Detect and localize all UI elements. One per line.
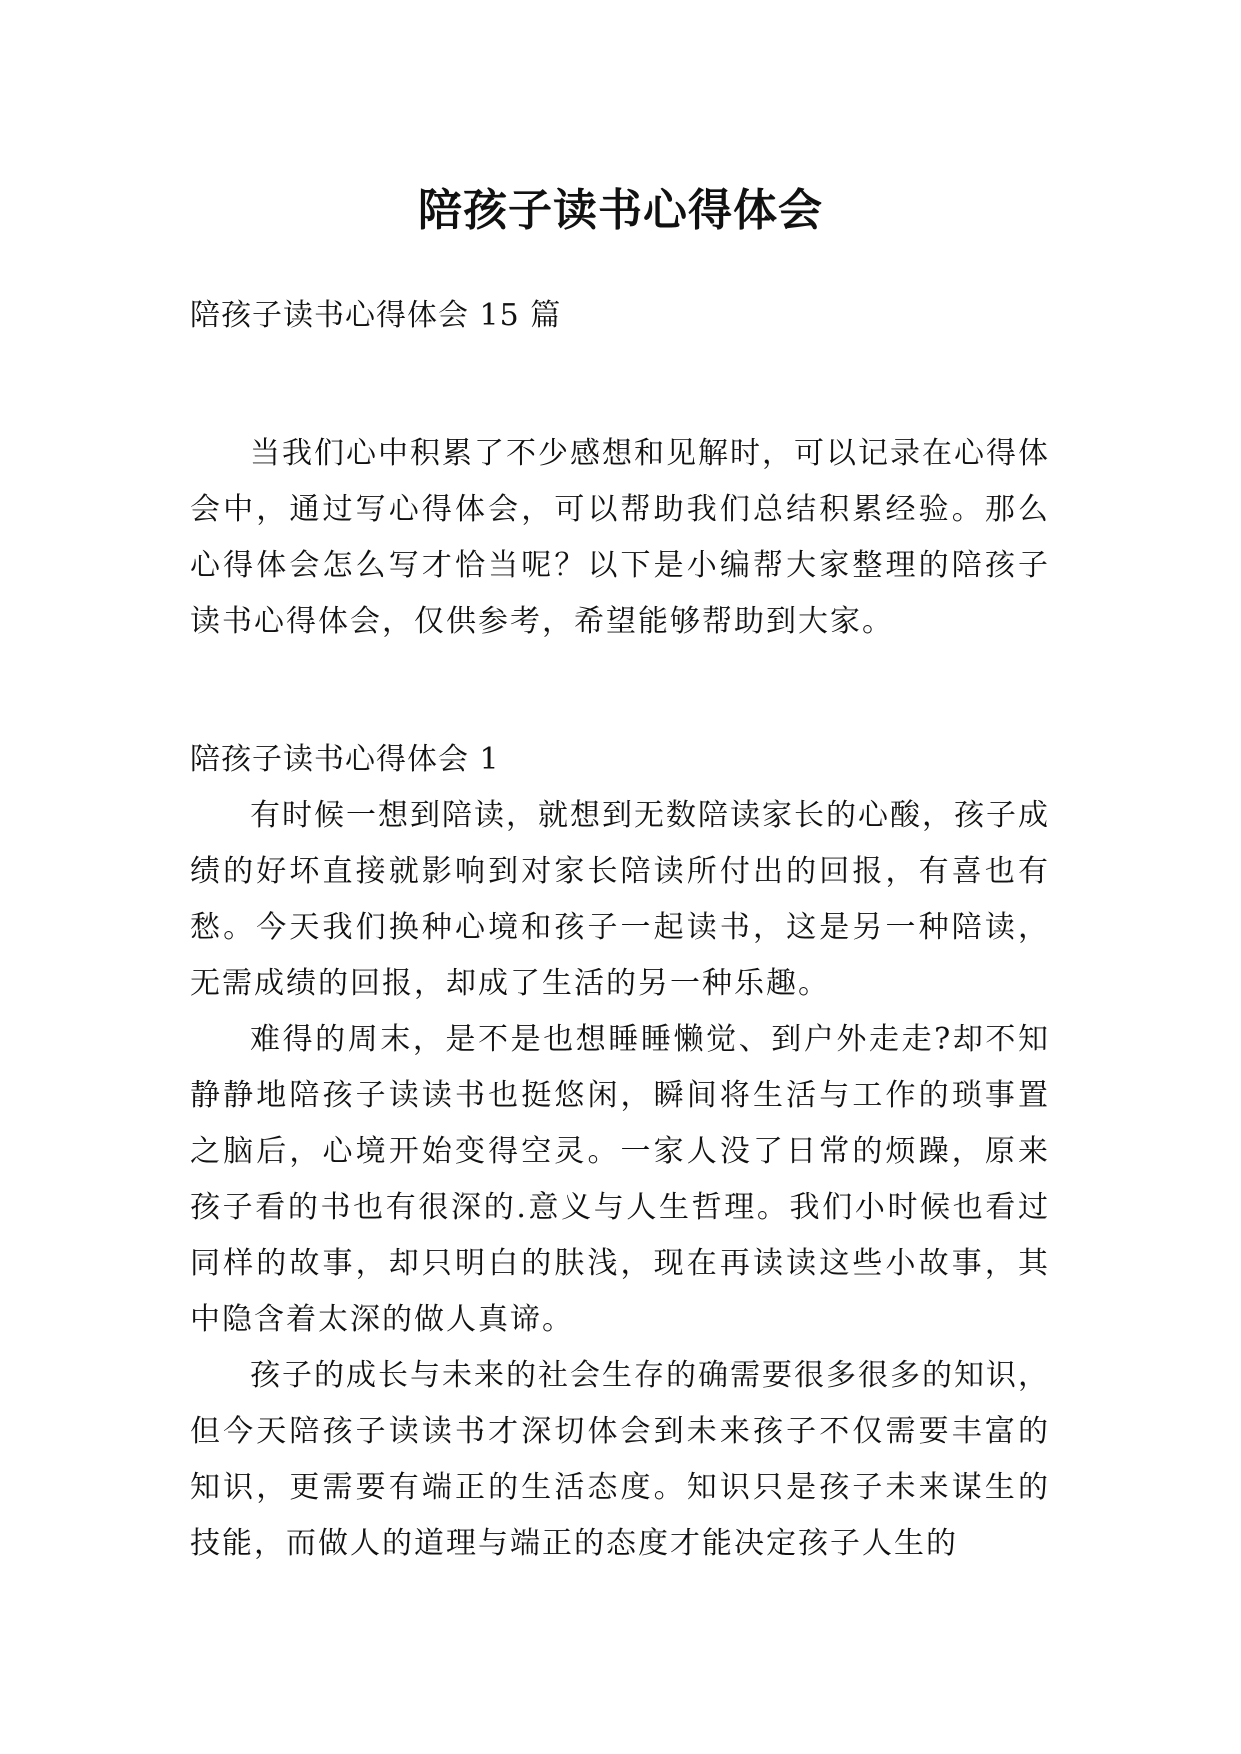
- body-paragraph: 难得的周末，是不是也想睡睡懒觉、到户外走走?却不知静静地陪孩子读读书也挺悠闲，瞬间将生活与工作的琐事置之脑后，心境开始变得空灵。一家人没了日常的烦躁，原来孩子看的书也有很深的.意义与人生哲理。我们小时候也看过同样的故事，却只明白的肤浅，现在再读读这些小故事，其中隐含着太深的做人真谛。: [190, 1022, 1050, 1337]
- body-paragraph: 孩子的成长与未来的社会生存的确需要很多很多的知识，但今天陪孩子读读书才深切体会到未来孩子不仅需要丰富的知识，更需要有端正的生活态度。知识只是孩子未来谋生的技能，而做人的道理与端正的态度才能决定孩子人生的: [190, 1358, 1050, 1561]
- section-heading: 陪孩子读书心得体会 1: [190, 742, 500, 777]
- document-subtitle: 陪孩子读书心得体会 15 篇: [190, 298, 562, 333]
- intro-paragraph: 当我们心中积累了不少感想和见解时，可以记录在心得体会中，通过写心得体会，可以帮助我们总结积累经验。那么心得体会怎么写才恰当呢？以下是小编帮大家整理的陪孩子读书心得体会，仅供参考，希望能够帮助到大家。: [190, 436, 1050, 639]
- body-paragraph: 有时候一想到陪读，就想到无数陪读家长的心酸，孩子成绩的好坏直接就影响到对家长陪读所付出的回报，有喜也有愁。今天我们换种心境和孩子一起读书，这是另一种陪读，无需成绩的回报，却成了生活的另一种乐趣。: [190, 798, 1050, 1001]
- document-title: 陪孩子读书心得体会: [418, 185, 823, 237]
- document-body: [190, 288, 1050, 1572]
